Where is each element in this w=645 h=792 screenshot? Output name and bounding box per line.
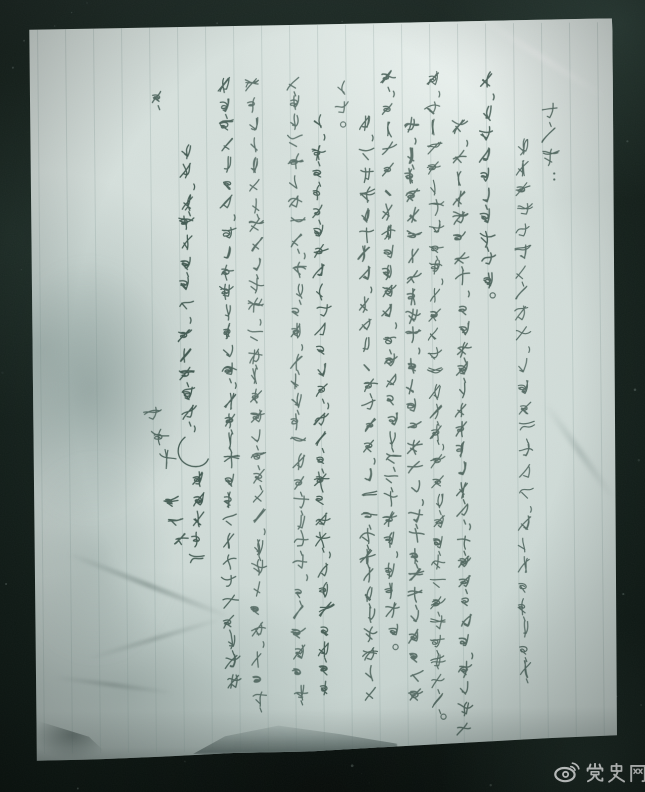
handwriting: [27, 18, 619, 764]
watermark: [553, 762, 645, 785]
watermark-label-glyphs: [585, 763, 645, 784]
weibo-icon: [553, 762, 580, 785]
letter-paper: [27, 18, 619, 764]
